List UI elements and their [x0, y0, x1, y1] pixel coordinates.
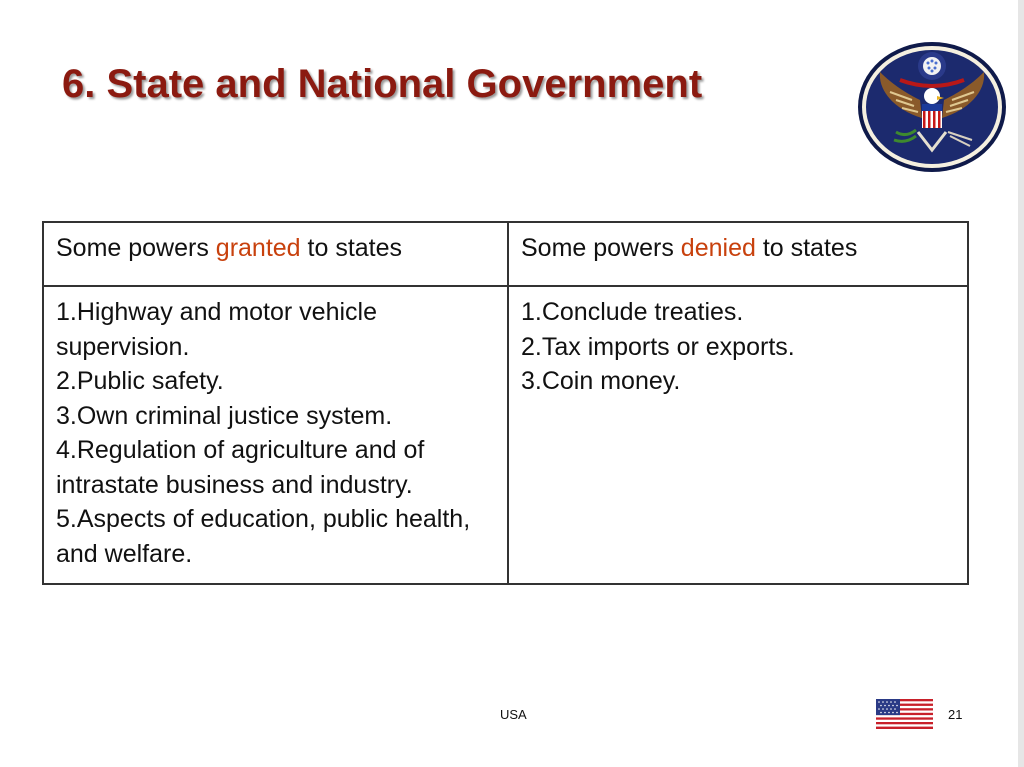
granted-keyword: granted	[215, 234, 301, 262]
table-body-row	[43, 286, 968, 584]
denied-power-item: 1.Conclude treaties.	[521, 298, 744, 326]
slide-title: 6. State and National Government	[62, 62, 703, 106]
us-flag-icon	[876, 699, 933, 729]
granted-header-cell	[43, 222, 508, 286]
denied-power-item: 3.Coin money.	[521, 367, 681, 395]
denied-header-prefix: Some powers	[521, 234, 681, 262]
table-header-row	[43, 222, 968, 286]
slide-edge	[1018, 0, 1024, 767]
granted-powers-cell	[43, 286, 508, 584]
denied-header-suffix: to states	[755, 234, 858, 262]
granted-power-item: 4.Regulation of agriculture and of intrastate business and industry.	[56, 436, 425, 499]
granted-header-suffix: to states	[300, 234, 403, 262]
great-seal-icon	[856, 40, 1008, 174]
denied-keyword: denied	[680, 234, 756, 262]
granted-power-item: 2.Public safety.	[56, 367, 224, 395]
denied-power-item: 2.Tax imports or exports.	[521, 332, 795, 361]
granted-power-item: 3.Own criminal justice system.	[56, 401, 393, 430]
powers-table	[42, 221, 969, 585]
footer-text: USA	[500, 707, 527, 722]
page-number: 21	[948, 707, 963, 722]
denied-powers-cell	[508, 286, 968, 584]
granted-power-item: 5.Aspects of education, public health, and welfare.	[56, 505, 471, 568]
denied-header-cell	[508, 222, 968, 286]
granted-header-prefix: Some powers	[56, 234, 216, 262]
granted-power-item: 1.Highway and motor vehicle supervision.	[56, 298, 377, 361]
